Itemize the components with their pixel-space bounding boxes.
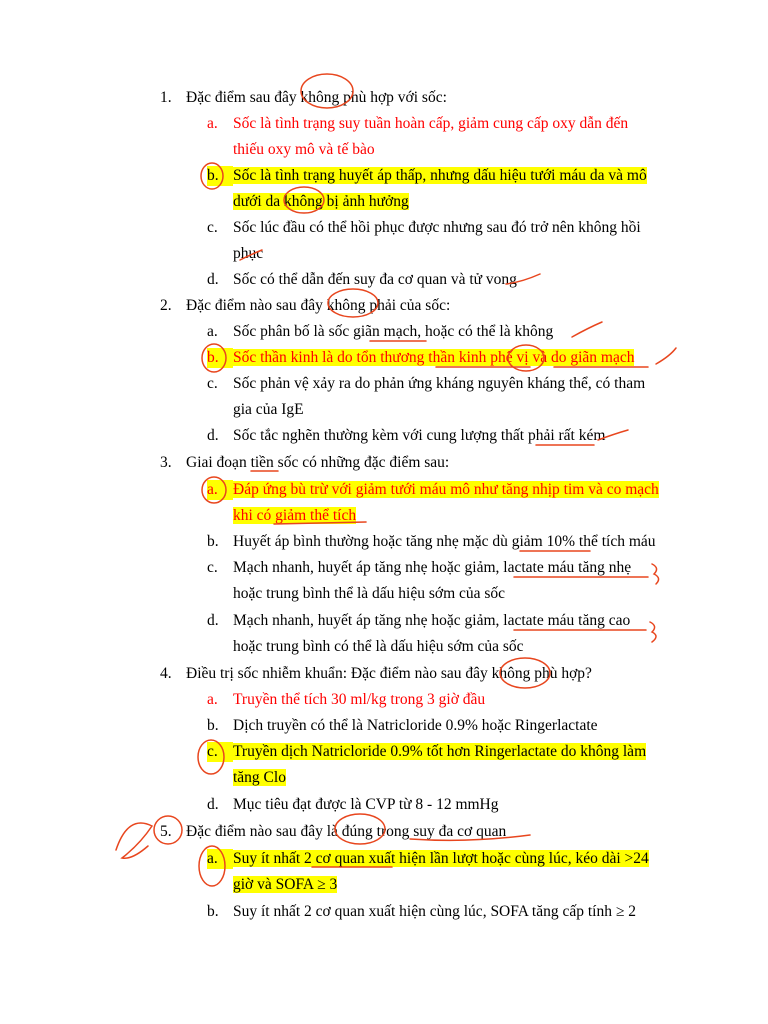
option-letter: d. (207, 612, 219, 629)
option-letter: c. (207, 375, 218, 392)
pen-check-mark (116, 823, 152, 858)
question-text: Đặc điểm nào sau đây là đúng trong suy đa cơ quan (186, 823, 507, 840)
option-text: Sốc là tình trạng huyết áp thấp, nhưng dấu hiệu tưới máu da và mô (233, 167, 647, 184)
pen-tick (572, 322, 602, 337)
option-letter: b. (207, 903, 219, 920)
option-text: Suy ít nhất 2 cơ quan xuất hiện lần lượt hoặc cùng lúc, kéo dài >24 (233, 850, 649, 867)
q2-option-d (207, 426, 605, 446)
q3-option-a-cont (233, 506, 356, 526)
option-text: giờ và SOFA ≥ 3 (233, 876, 338, 893)
option-letter: c. (207, 219, 218, 236)
option-text: Sốc là tình trạng suy tuần hoàn cấp, giảm cung cấp oxy dẫn đến (233, 115, 629, 132)
option-text: Mạch nhanh, huyết áp tăng nhẹ hoặc giảm, lactate máu tăng nhẹ (233, 559, 632, 576)
option-text: Mạch nhanh, huyết áp tăng nhẹ hoặc giảm, lactate máu tăng cao (233, 612, 631, 629)
option-letter: c. (207, 742, 233, 762)
question-number: 2. (160, 297, 172, 314)
question-number: 5. (160, 823, 172, 840)
q1-option-c-cont: phục (233, 245, 264, 262)
q4-option-b (207, 716, 598, 736)
q3-option-a (207, 480, 659, 500)
option-letter: b. (207, 166, 233, 186)
q1-option-b-cont (233, 192, 409, 212)
question-text: Giai đoạn tiền sốc có những đặc điểm sau: (186, 454, 450, 471)
question-3-stem (160, 453, 449, 473)
question-4-stem (160, 664, 592, 684)
option-letter: a. (207, 115, 218, 132)
q3-option-c (207, 558, 631, 578)
q5-option-b (207, 902, 636, 922)
option-text: Truyền dịch Natricloride 0.9% tốt hơn Ringerlactate do không làm (233, 743, 647, 760)
q3-option-c-cont: hoặc trung bình thể là dấu hiệu sớm của sốc (233, 585, 506, 602)
option-letter: d. (207, 427, 219, 444)
option-text: Sốc tắc nghẽn thường kèm với cung lượng thất phải rất kém (233, 427, 606, 444)
option-text: Sốc thần kinh là do tổn thương thần kinh phế vị và do giãn mạch (233, 349, 635, 366)
option-text: tăng Clo (233, 769, 286, 786)
option-text: dưới da không bị ảnh hưởng (233, 193, 409, 210)
option-text: Mục tiêu đạt được là CVP từ 8 - 12 mmHg (233, 796, 499, 813)
option-text: khi có giảm thể tích (233, 507, 357, 524)
q5-option-a (207, 849, 649, 869)
q4-option-a (207, 690, 485, 710)
pen-squiggle (652, 564, 659, 584)
question-number: 3. (160, 454, 172, 471)
q1-option-a (207, 114, 628, 134)
option-letter: b. (207, 533, 219, 550)
option-letter: a. (207, 323, 218, 340)
q2-option-c-cont: gia của IgE (233, 401, 304, 418)
pen-squiggle (650, 622, 656, 642)
q4-option-c (207, 742, 646, 762)
option-text: Sốc phân bố là sốc giãn mạch, hoặc có thể là không (233, 323, 554, 340)
q4-option-c-cont (233, 768, 286, 788)
q2-option-b (207, 348, 634, 368)
question-2-stem (160, 296, 450, 316)
option-letter: b. (207, 348, 233, 368)
q1-option-a-cont: thiếu oxy mô và tế bào (233, 141, 375, 158)
option-letter: b. (207, 717, 219, 734)
q3-option-b (207, 532, 656, 552)
q5-option-a-cont (233, 875, 337, 895)
option-text: Sốc có thể dẫn đến suy đa cơ quan và tử vong (233, 271, 517, 288)
option-letter: d. (207, 796, 219, 813)
q3-option-d-cont: hoặc trung bình có thể là dấu hiệu sớm của sốc (233, 638, 524, 655)
question-1-stem (160, 88, 447, 108)
q1-option-c (207, 218, 641, 238)
question-number: 1. (160, 89, 172, 106)
option-letter: a. (207, 691, 218, 708)
option-text: Sốc phản vệ xảy ra do phản ứng kháng nguyên kháng thể, có tham (233, 375, 646, 392)
option-text: Huyết áp bình thường hoặc tăng nhẹ mặc dù giảm 10% thể tích máu (233, 533, 656, 550)
option-letter: a. (207, 480, 233, 500)
q2-option-a (207, 322, 553, 342)
option-letter: c. (207, 559, 218, 576)
question-5-stem (160, 822, 506, 842)
q1-option-d (207, 270, 517, 290)
question-text: Điều trị sốc nhiễm khuẩn: Đặc điểm nào sau đây không phù hợp? (186, 665, 592, 682)
option-text: Sốc lúc đầu có thể hồi phục được nhưng sau đó trở nên không hồi (233, 219, 641, 236)
option-letter: a. (207, 849, 233, 869)
q1-option-b (207, 166, 647, 186)
option-text: Đáp ứng bù trừ với giảm tưới máu mô như tăng nhịp tim và co mạch (233, 481, 659, 498)
question-number: 4. (160, 665, 172, 682)
question-text: Đặc điểm sau đây không phù hợp với sốc: (186, 89, 447, 106)
pen-tick (656, 348, 676, 364)
option-text: Dịch truyền có thể là Natricloride 0.9% hoặc Ringerlactate (233, 717, 598, 734)
q2-option-c (207, 374, 645, 394)
option-letter: d. (207, 271, 219, 288)
q3-option-d (207, 611, 630, 631)
option-text: Suy ít nhất 2 cơ quan xuất hiện cùng lúc, SOFA tăng cấp tính ≥ 2 (233, 903, 636, 920)
q4-option-d (207, 795, 499, 815)
question-text: Đặc điểm nào sau đây không phải của sốc: (186, 297, 451, 314)
option-text: Truyền thể tích 30 ml/kg trong 3 giờ đầu (233, 691, 486, 708)
